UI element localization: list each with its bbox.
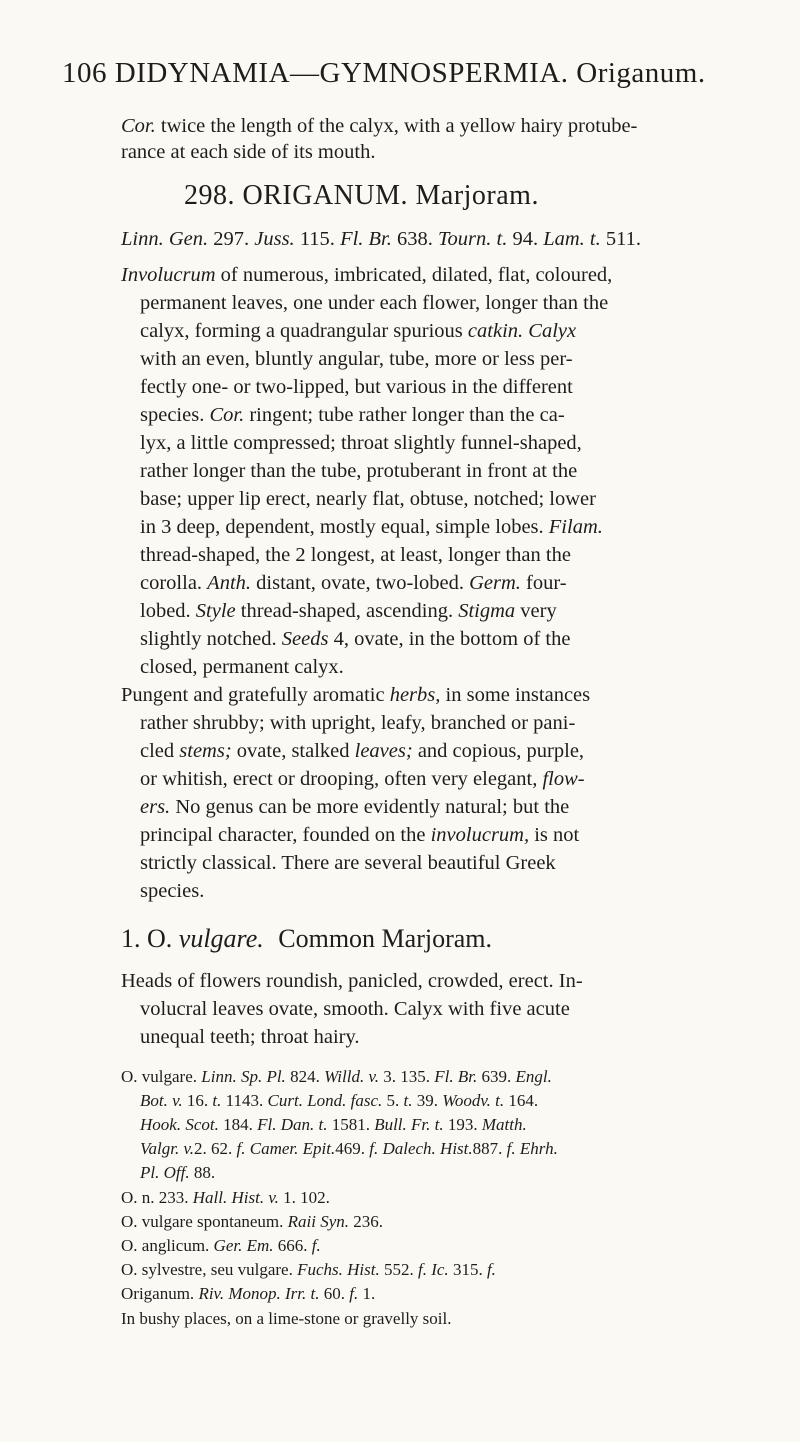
text-italic: Camer. Epit. [245,1139,336,1158]
text-italic: Woodv. t. [442,1091,505,1110]
synonym-line [140,1163,215,1183]
text-italic: Riv. Monop. Irr. t. [198,1284,320,1303]
synonym-line [121,1236,321,1256]
text: fectly one- or two-lipped, but various in the different [140,376,573,398]
text: is not [529,824,580,846]
text: rance at each side of its mouth. [121,141,376,163]
text-line [140,712,575,735]
text-line [140,998,570,1021]
text-line [140,852,556,875]
text-italic: Seeds [281,628,329,650]
text: 666. [273,1236,312,1255]
species-heading [121,924,492,954]
text: Pungent and gratefully aromatic [121,684,390,706]
text: 887. [472,1139,507,1158]
text: 88. [189,1163,216,1182]
text-line [140,432,582,455]
text: unequal teeth; throat hairy. [140,1026,360,1048]
text: lyx, a little compressed; throat slightly funnel-shaped, [140,432,582,454]
species-number: 1. O. [121,924,173,953]
text: 5. [382,1091,404,1110]
carryover-line [121,115,637,138]
text-italic: Hook. Scot. [140,1115,219,1134]
text: base; upper lip erect, nearly flat, obtuse, notched; lower [140,488,596,510]
text-italic: Bot. v. [140,1091,183,1110]
text-italic: Stigma [458,600,516,622]
text-line [140,292,608,315]
ref-italic: Lam. t. [543,228,601,250]
text: In bushy places, on a lime-stone or gravelly soil. [121,1309,452,1328]
synonym-line [140,1115,527,1135]
text-line [140,488,596,511]
text-italic: f. [369,1139,379,1158]
text: species. [140,404,210,426]
text-italic: Bull. Fr. t. [374,1115,444,1134]
text: distant, ovate, two-lobed. [251,572,470,594]
text-italic: Anth. [207,572,252,594]
text-italic: Calyx [528,320,577,342]
species-common-name: Common Marjoram. [278,924,493,953]
ref-italic: Fl. Br. [340,228,392,250]
text-italic: Fl. Dan. t. [257,1115,328,1134]
running-head-genus: Origanum. [576,57,706,89]
text-italic: Matth. [481,1115,527,1134]
text-italic: Ehrh. [515,1139,558,1158]
synonym-line [140,1091,538,1111]
text-italic: f. [506,1139,516,1158]
text: 1143. [221,1091,268,1110]
text-line [140,796,569,819]
text: four- [520,572,567,594]
text: 552. [379,1260,418,1279]
text: 1. 102. [278,1188,330,1207]
text: slightly notched. [140,628,282,650]
text: O. sylvestre, seu vulgare. [121,1260,298,1279]
text: 16. [182,1091,213,1110]
text-italic: stems; [179,740,232,762]
text-italic: t. [403,1091,413,1110]
text-line [140,320,576,343]
text-italic: f. [417,1260,427,1279]
text-italic: Style [195,600,236,622]
text: closed, permanent calyx. [140,656,344,678]
text-italic: Hall. Hist. v. [192,1188,279,1207]
text-italic: Cor. [121,115,156,137]
text: rather shrubby; with upright, leafy, branched or pani- [140,712,576,734]
text-italic: f. [236,1139,246,1158]
text-italic: leaves; [354,740,413,762]
text-line [121,970,583,993]
ref-italic: Juss. [254,228,295,250]
ref-number: 115. [294,228,341,250]
ref-italic: Tourn. t. [438,228,508,250]
text: O. anglicum. [121,1236,214,1255]
running-head [62,57,706,90]
text-italic: involucrum, [430,824,530,846]
genus-common-name: Marjoram. [415,180,539,211]
text-line [140,600,557,623]
text: Heads of flowers roundish, panicled, crowded, erect. In- [121,970,583,992]
text-line [140,516,603,539]
text-italic: f. [311,1236,321,1255]
genus-references [121,228,641,251]
text: calyx, forming a quadrangular spurious [140,320,468,342]
ref-italic: Linn. Gen. [121,228,209,250]
genus-heading [184,180,539,212]
text: lobed. [140,600,196,622]
text-line [140,1026,360,1049]
text-italic: f. [486,1260,496,1279]
text: Origanum. [121,1284,199,1303]
synonym-line [121,1260,496,1280]
text-italic: Involucrum [121,264,216,286]
text: rather longer than the tube, protuberant in front at the [140,460,578,482]
synonym-line [140,1139,558,1159]
text-line [140,348,573,371]
text: 2. 62. [194,1139,237,1158]
text-italic: ers. [140,796,171,818]
text: 3. 135. [379,1067,435,1086]
text-italic: Engl. [515,1067,552,1086]
text-italic: Willd. v. [324,1067,379,1086]
text-italic: flow- [542,768,585,790]
text-italic: Germ. [469,572,521,594]
text-italic: Linn. Sp. Pl. [201,1067,286,1086]
text-italic: f. [349,1284,359,1303]
text: thread-shaped, the 2 longest, at least, longer than the [140,544,571,566]
text: 193. [443,1115,482,1134]
text: of numerous, imbricated, dilated, flat, coloured, [215,264,613,286]
text-italic: herbs, [389,684,441,706]
text: 164. [504,1091,539,1110]
ref-number: 94. [507,228,544,250]
text: 184. [218,1115,258,1134]
text: principal character, founded on the [140,824,431,846]
synonym-line [121,1188,330,1208]
text: ringent; tube rather longer than the ca- [244,404,565,426]
text-italic: catkin. [467,320,524,342]
species-epithet: vulgare. [178,924,264,953]
text: 4, ovate, in the bottom of the [328,628,571,650]
text-line [140,460,577,483]
text: permanent leaves, one under each flower, longer than the [140,292,609,314]
text-line [140,740,584,763]
text: in some instances [440,684,591,706]
synonym-line [121,1212,383,1232]
text: No genus can be more evidently natural; but the [170,796,570,818]
text: 236. [349,1212,384,1231]
text-italic: Fuchs. Hist. [297,1260,380,1279]
synonym-line [121,1067,552,1087]
ref-number: 297. [208,228,255,250]
text-italic: Cor. [209,404,245,426]
text-line [140,376,573,399]
page-number: 106 [62,57,107,89]
text: in 3 deep, dependent, mostly equal, simple lobes. [140,516,549,538]
text-line [121,264,612,287]
text-italic: Fl. Br. [434,1067,478,1086]
text: O. n. 233. [121,1188,193,1207]
text: 1. [358,1284,376,1303]
text-line [140,880,204,903]
text: cled [140,740,180,762]
ref-number: 638. [391,228,439,250]
text: ovate, stalked [231,740,355,762]
carryover-line [121,141,375,164]
text-line [121,684,590,707]
text: species. [140,880,205,902]
ref-number: 511. [600,228,641,250]
text-italic: Ic. [426,1260,449,1279]
text: strictly classical. There are several beautiful Greek [140,852,556,874]
text-line [140,656,344,679]
text-italic: Ger. Em. [213,1236,274,1255]
text: volucral leaves ovate, smooth. Calyx with five acute [140,998,570,1020]
running-head-classes: DIDYNAMIA—GYMNOSPERMIA. [114,57,569,89]
text: O. vulgare spontaneum. [121,1212,288,1231]
text: 315. [448,1260,487,1279]
text: or whitish, erect or drooping, often very elegant, [140,768,543,790]
text-italic: t. [212,1091,222,1110]
text-italic: Valgr. v. [140,1139,194,1158]
synonym-line [121,1284,375,1304]
genus-name: ORIGANUM. [242,180,408,211]
text-line [140,544,571,567]
text-line [140,404,565,427]
text: thread-shaped, ascending. [235,600,459,622]
text: 469. [335,1139,370,1158]
text-line [140,824,579,847]
text: O. vulgare. [121,1067,202,1086]
text: corolla. [140,572,208,594]
text: and copious, purple, [412,740,585,762]
text-italic: Curt. Lond. fasc. [267,1091,383,1110]
text-italic: Pl. Off. [140,1163,190,1182]
text: 639. [477,1067,516,1086]
text-italic: Filam. [548,516,603,538]
text-italic: Dalech. Hist. [378,1139,473,1158]
text-italic: Raii Syn. [287,1212,350,1231]
text: 824. [285,1067,325,1086]
text-line [140,628,570,651]
text: twice the length of the calyx, with a yellow hairy protube- [155,115,638,137]
text-line [140,572,567,595]
genus-number: 298. [184,180,235,211]
text-line [140,768,585,791]
text: very [515,600,557,622]
text: with an even, bluntly angular, tube, more or less per- [140,348,573,370]
text: 1581. [327,1115,375,1134]
habitat-line [121,1309,451,1329]
text: 60. [319,1284,350,1303]
text: 39. [412,1091,443,1110]
